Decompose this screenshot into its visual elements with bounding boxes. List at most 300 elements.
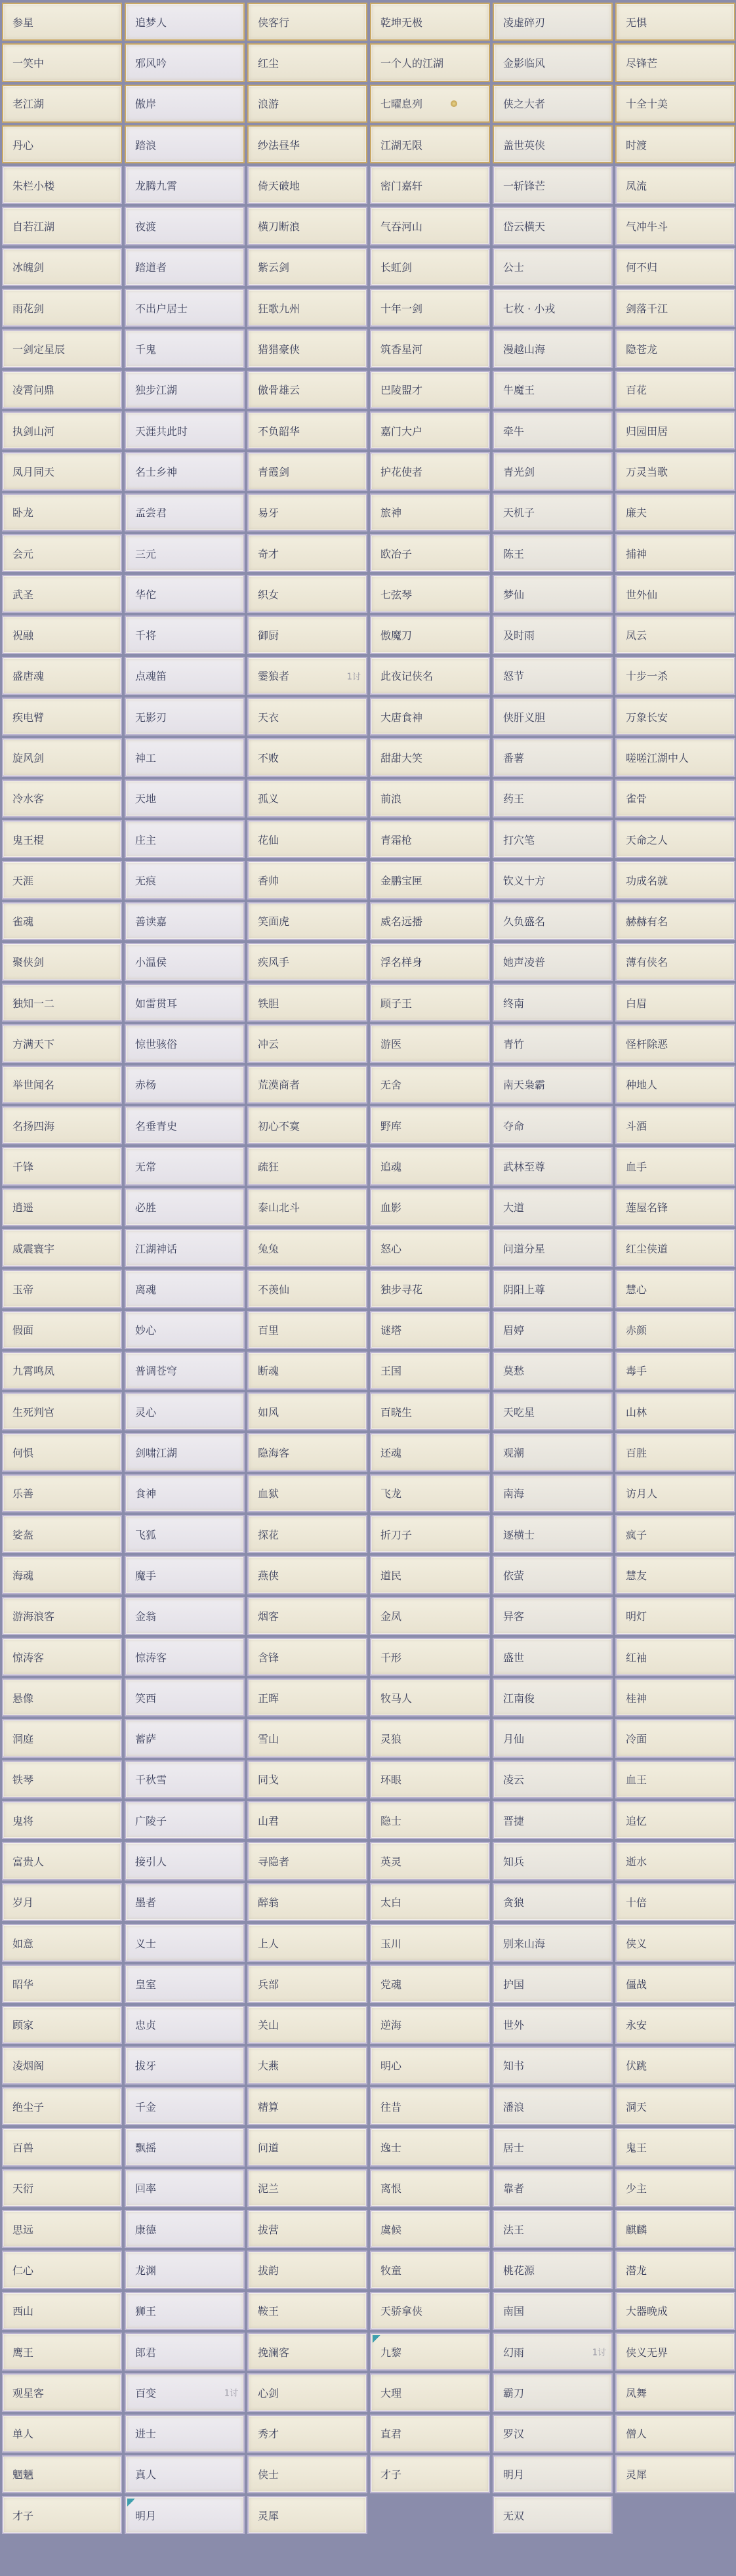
title-cell[interactable] — [493, 902, 613, 940]
title-cell[interactable] — [370, 1842, 490, 1880]
title-cell[interactable] — [247, 248, 367, 286]
title-cell[interactable] — [615, 2169, 735, 2207]
title-cell[interactable] — [370, 1474, 490, 1512]
title-cell[interactable] — [2, 1392, 122, 1430]
title-cell[interactable] — [2, 1352, 122, 1390]
title-cell[interactable] — [247, 1433, 367, 1471]
title-cell[interactable] — [493, 820, 613, 858]
title-cell[interactable] — [370, 820, 490, 858]
title-cell[interactable] — [493, 2333, 613, 2371]
title-cell[interactable] — [493, 1597, 613, 1635]
title-cell[interactable] — [247, 166, 367, 204]
title-cell[interactable] — [2, 329, 122, 367]
title-cell[interactable] — [370, 125, 490, 163]
title-cell[interactable] — [247, 820, 367, 858]
title-cell[interactable] — [493, 3, 613, 41]
title-cell[interactable] — [2, 2169, 122, 2207]
title-cell[interactable] — [2, 2046, 122, 2085]
title-cell[interactable] — [247, 984, 367, 1022]
title-cell[interactable] — [125, 615, 245, 654]
title-cell[interactable] — [493, 2251, 613, 2289]
title-cell[interactable] — [615, 820, 735, 858]
title-cell[interactable] — [493, 1842, 613, 1880]
title-cell[interactable] — [125, 2006, 245, 2044]
title-cell[interactable] — [125, 2415, 245, 2453]
title-cell[interactable] — [125, 2210, 245, 2248]
title-cell[interactable] — [247, 615, 367, 654]
title-cell[interactable] — [370, 289, 490, 327]
title-cell[interactable] — [370, 738, 490, 776]
title-cell[interactable] — [493, 2087, 613, 2125]
title-cell[interactable] — [615, 615, 735, 654]
title-cell[interactable] — [125, 1474, 245, 1512]
title-cell[interactable] — [2, 493, 122, 531]
title-cell[interactable] — [2, 534, 122, 572]
title-cell[interactable] — [493, 289, 613, 327]
title-cell[interactable] — [370, 1270, 490, 1308]
title-cell[interactable] — [125, 2251, 245, 2289]
title-cell[interactable] — [615, 43, 735, 81]
title-cell[interactable] — [2, 1433, 122, 1471]
title-cell[interactable] — [615, 2373, 735, 2411]
title-cell[interactable] — [125, 2373, 245, 2411]
title-cell[interactable] — [125, 1106, 245, 1144]
title-cell[interactable] — [247, 2169, 367, 2207]
title-cell[interactable] — [2, 43, 122, 81]
title-cell[interactable] — [125, 1556, 245, 1594]
title-cell[interactable] — [370, 1229, 490, 1267]
title-cell[interactable] — [615, 329, 735, 367]
title-cell[interactable] — [2, 2128, 122, 2166]
title-cell[interactable] — [615, 657, 735, 695]
title-cell[interactable] — [370, 2373, 490, 2411]
title-cell[interactable] — [493, 85, 613, 123]
title-cell[interactable] — [493, 371, 613, 409]
title-cell[interactable] — [247, 1024, 367, 1062]
title-cell[interactable] — [2, 1270, 122, 1308]
title-cell[interactable] — [370, 1066, 490, 1104]
title-cell[interactable] — [2, 1842, 122, 1880]
title-cell[interactable] — [493, 2292, 613, 2330]
title-cell[interactable] — [615, 1842, 735, 1880]
title-cell[interactable] — [493, 1147, 613, 1185]
title-cell[interactable] — [247, 452, 367, 490]
title-cell[interactable] — [125, 2169, 245, 2207]
title-cell[interactable] — [125, 329, 245, 367]
title-cell[interactable] — [2, 1760, 122, 1798]
title-cell[interactable] — [370, 984, 490, 1022]
title-cell[interactable] — [370, 3, 490, 41]
title-cell[interactable] — [615, 1106, 735, 1144]
title-cell[interactable] — [370, 248, 490, 286]
title-cell[interactable] — [247, 943, 367, 981]
title-cell[interactable] — [615, 1474, 735, 1512]
title-cell[interactable] — [615, 125, 735, 163]
title-cell[interactable] — [125, 575, 245, 613]
title-cell[interactable] — [247, 861, 367, 899]
title-cell[interactable] — [125, 43, 245, 81]
title-cell[interactable] — [615, 2210, 735, 2248]
title-cell[interactable] — [125, 738, 245, 776]
title-cell[interactable] — [125, 902, 245, 940]
title-cell[interactable] — [247, 1801, 367, 1839]
title-cell[interactable] — [2, 85, 122, 123]
title-cell[interactable] — [493, 2210, 613, 2248]
title-cell[interactable] — [370, 1638, 490, 1676]
title-cell[interactable] — [125, 697, 245, 736]
title-cell[interactable] — [247, 1188, 367, 1226]
title-cell[interactable] — [2, 820, 122, 858]
title-cell[interactable] — [2, 1964, 122, 2003]
title-cell[interactable] — [125, 1311, 245, 1349]
title-cell[interactable] — [247, 1556, 367, 1594]
title-cell[interactable] — [615, 1066, 735, 1104]
title-cell[interactable] — [493, 1066, 613, 1104]
title-cell[interactable] — [247, 2455, 367, 2493]
title-cell[interactable] — [2, 1678, 122, 1716]
title-cell[interactable] — [2, 371, 122, 409]
title-cell[interactable] — [247, 1678, 367, 1716]
title-cell[interactable] — [2, 1719, 122, 1757]
title-cell[interactable] — [370, 85, 490, 123]
title-cell[interactable] — [2, 1515, 122, 1553]
title-cell[interactable] — [370, 1883, 490, 1921]
title-cell[interactable] — [125, 1719, 245, 1757]
title-cell[interactable] — [2, 1188, 122, 1226]
title-cell[interactable] — [125, 1147, 245, 1185]
title-cell[interactable] — [247, 697, 367, 736]
title-cell[interactable] — [125, 85, 245, 123]
title-cell[interactable] — [493, 2373, 613, 2411]
title-cell[interactable] — [615, 1760, 735, 1798]
title-cell[interactable] — [493, 943, 613, 981]
title-cell[interactable] — [247, 2415, 367, 2453]
title-cell[interactable] — [370, 43, 490, 81]
title-cell[interactable] — [615, 943, 735, 981]
title-cell[interactable] — [125, 534, 245, 572]
title-cell[interactable] — [493, 1352, 613, 1390]
title-cell[interactable] — [493, 329, 613, 367]
title-cell[interactable] — [247, 1597, 367, 1635]
title-cell[interactable] — [615, 2046, 735, 2085]
title-cell[interactable] — [125, 207, 245, 245]
title-cell[interactable] — [493, 1024, 613, 1062]
title-cell[interactable] — [493, 615, 613, 654]
title-cell[interactable] — [615, 411, 735, 449]
title-cell[interactable] — [493, 984, 613, 1022]
title-cell[interactable] — [370, 2046, 490, 2085]
title-cell[interactable] — [125, 1883, 245, 1921]
title-cell[interactable] — [2, 1924, 122, 1962]
title-cell[interactable] — [493, 1106, 613, 1144]
title-cell[interactable] — [615, 1515, 735, 1553]
title-cell[interactable] — [370, 2087, 490, 2125]
title-cell[interactable] — [493, 125, 613, 163]
title-cell[interactable] — [125, 1433, 245, 1471]
title-cell[interactable] — [247, 1964, 367, 2003]
title-cell[interactable] — [247, 902, 367, 940]
title-cell[interactable] — [247, 289, 367, 327]
title-cell[interactable] — [125, 1760, 245, 1798]
title-cell[interactable] — [493, 1924, 613, 1962]
title-cell[interactable] — [125, 1515, 245, 1553]
title-cell[interactable] — [615, 85, 735, 123]
title-cell[interactable] — [2, 452, 122, 490]
title-cell[interactable] — [370, 329, 490, 367]
title-cell[interactable] — [493, 1801, 613, 1839]
title-cell[interactable] — [247, 207, 367, 245]
title-cell[interactable] — [247, 1760, 367, 1798]
title-cell[interactable] — [615, 1883, 735, 1921]
title-cell[interactable] — [2, 2087, 122, 2125]
title-cell[interactable] — [247, 1515, 367, 1553]
title-cell[interactable] — [125, 1188, 245, 1226]
title-cell[interactable] — [370, 534, 490, 572]
title-cell[interactable] — [125, 1801, 245, 1839]
title-cell[interactable] — [493, 452, 613, 490]
title-cell[interactable] — [125, 3, 245, 41]
title-cell[interactable] — [247, 1311, 367, 1349]
title-cell[interactable] — [615, 1352, 735, 1390]
title-cell[interactable] — [370, 2292, 490, 2330]
title-cell[interactable] — [247, 657, 367, 695]
title-cell[interactable] — [125, 371, 245, 409]
title-cell[interactable] — [615, 1638, 735, 1676]
title-cell[interactable] — [247, 1106, 367, 1144]
title-cell[interactable] — [615, 902, 735, 940]
title-cell[interactable] — [615, 248, 735, 286]
title-cell[interactable] — [493, 1392, 613, 1430]
title-cell[interactable] — [247, 2046, 367, 2085]
title-cell[interactable] — [370, 902, 490, 940]
title-cell[interactable] — [2, 1883, 122, 1921]
title-cell[interactable] — [125, 289, 245, 327]
title-cell[interactable] — [2, 2333, 122, 2371]
title-cell[interactable] — [2, 166, 122, 204]
title-cell[interactable] — [2, 2251, 122, 2289]
title-cell[interactable] — [370, 1760, 490, 1798]
title-cell[interactable] — [370, 2128, 490, 2166]
title-cell[interactable] — [247, 534, 367, 572]
title-cell[interactable] — [615, 2006, 735, 2044]
title-cell[interactable] — [247, 1147, 367, 1185]
title-cell[interactable] — [2, 1474, 122, 1512]
title-cell[interactable] — [370, 1433, 490, 1471]
title-cell[interactable] — [370, 2333, 490, 2371]
title-cell[interactable] — [493, 861, 613, 899]
title-cell[interactable] — [370, 575, 490, 613]
title-cell[interactable] — [615, 534, 735, 572]
title-cell[interactable] — [370, 493, 490, 531]
title-cell[interactable] — [370, 1188, 490, 1226]
title-cell[interactable] — [615, 2128, 735, 2166]
title-cell[interactable] — [493, 1760, 613, 1798]
title-cell[interactable] — [2, 657, 122, 695]
title-cell[interactable] — [493, 779, 613, 818]
title-cell[interactable] — [247, 1392, 367, 1430]
title-cell[interactable] — [370, 166, 490, 204]
title-cell[interactable] — [493, 2415, 613, 2453]
title-cell[interactable] — [370, 943, 490, 981]
title-cell[interactable] — [615, 779, 735, 818]
title-cell[interactable] — [125, 1066, 245, 1104]
title-cell[interactable] — [247, 329, 367, 367]
title-cell[interactable] — [247, 125, 367, 163]
title-cell[interactable] — [247, 1842, 367, 1880]
title-cell[interactable] — [125, 1229, 245, 1267]
title-cell[interactable] — [493, 2046, 613, 2085]
title-cell[interactable] — [370, 1352, 490, 1390]
title-cell[interactable] — [247, 1924, 367, 1962]
title-cell[interactable] — [615, 861, 735, 899]
title-cell[interactable] — [2, 1556, 122, 1594]
title-cell[interactable] — [493, 2169, 613, 2207]
title-cell[interactable] — [615, 1678, 735, 1716]
title-cell[interactable] — [370, 2455, 490, 2493]
title-cell[interactable] — [615, 1024, 735, 1062]
title-cell[interactable] — [615, 1719, 735, 1757]
title-cell[interactable] — [247, 43, 367, 81]
title-cell[interactable] — [370, 207, 490, 245]
title-cell[interactable] — [615, 289, 735, 327]
title-cell[interactable] — [2, 2210, 122, 2248]
title-cell[interactable] — [125, 2128, 245, 2166]
title-cell[interactable] — [370, 1392, 490, 1430]
title-cell[interactable] — [615, 1147, 735, 1185]
title-cell[interactable] — [615, 1392, 735, 1430]
title-cell[interactable] — [615, 207, 735, 245]
title-cell[interactable] — [493, 207, 613, 245]
title-cell[interactable] — [2, 1066, 122, 1104]
title-cell[interactable] — [247, 1474, 367, 1512]
title-cell[interactable] — [247, 2373, 367, 2411]
title-cell[interactable] — [247, 2087, 367, 2125]
title-cell[interactable] — [2, 1638, 122, 1676]
title-cell[interactable] — [2, 1801, 122, 1839]
title-cell[interactable] — [493, 2455, 613, 2493]
title-cell[interactable] — [370, 1311, 490, 1349]
title-cell[interactable] — [125, 657, 245, 695]
title-cell[interactable] — [2, 3, 122, 41]
title-cell[interactable] — [493, 738, 613, 776]
title-cell[interactable] — [615, 2292, 735, 2330]
title-cell[interactable] — [125, 1270, 245, 1308]
title-cell[interactable] — [247, 493, 367, 531]
title-cell[interactable] — [615, 2251, 735, 2289]
title-cell[interactable] — [493, 657, 613, 695]
title-cell[interactable] — [125, 1392, 245, 1430]
title-cell[interactable] — [615, 738, 735, 776]
title-cell[interactable] — [2, 1597, 122, 1635]
title-cell[interactable] — [125, 984, 245, 1022]
title-cell[interactable] — [247, 2128, 367, 2166]
title-cell[interactable] — [615, 1556, 735, 1594]
title-cell[interactable] — [493, 1270, 613, 1308]
title-cell[interactable] — [615, 2333, 735, 2371]
title-cell[interactable] — [493, 1883, 613, 1921]
title-cell[interactable] — [615, 1270, 735, 1308]
title-cell[interactable] — [370, 2006, 490, 2044]
title-cell[interactable] — [615, 2455, 735, 2493]
title-cell[interactable] — [615, 166, 735, 204]
title-cell[interactable] — [2, 984, 122, 1022]
title-cell[interactable] — [125, 1597, 245, 1635]
title-cell[interactable] — [247, 2496, 367, 2534]
title-cell[interactable] — [493, 1638, 613, 1676]
title-cell[interactable] — [615, 493, 735, 531]
title-cell[interactable] — [615, 1597, 735, 1635]
title-cell[interactable] — [247, 3, 367, 41]
title-cell[interactable] — [247, 2333, 367, 2371]
title-cell[interactable] — [370, 1106, 490, 1144]
title-cell[interactable] — [370, 1719, 490, 1757]
title-cell[interactable] — [125, 2333, 245, 2371]
title-cell[interactable] — [247, 1066, 367, 1104]
title-cell[interactable] — [2, 1106, 122, 1144]
title-cell[interactable] — [615, 371, 735, 409]
title-cell[interactable] — [615, 1801, 735, 1839]
title-cell[interactable] — [247, 1229, 367, 1267]
title-cell[interactable] — [125, 943, 245, 981]
title-cell[interactable] — [615, 1964, 735, 2003]
title-cell[interactable] — [125, 125, 245, 163]
title-cell[interactable] — [2, 1311, 122, 1349]
title-cell[interactable] — [615, 1229, 735, 1267]
title-cell[interactable] — [2, 2455, 122, 2493]
title-cell[interactable] — [125, 779, 245, 818]
title-cell[interactable] — [2, 575, 122, 613]
title-cell[interactable] — [125, 248, 245, 286]
title-cell[interactable] — [125, 1678, 245, 1716]
title-cell[interactable] — [2, 697, 122, 736]
title-cell[interactable] — [247, 1638, 367, 1676]
title-cell[interactable] — [125, 1638, 245, 1676]
title-cell[interactable] — [493, 1964, 613, 2003]
title-cell[interactable] — [2, 2373, 122, 2411]
title-cell[interactable] — [493, 1188, 613, 1226]
title-cell[interactable] — [370, 2251, 490, 2289]
title-cell[interactable] — [247, 1883, 367, 1921]
title-cell[interactable] — [615, 2415, 735, 2453]
title-cell[interactable] — [493, 2006, 613, 2044]
title-cell[interactable] — [370, 1597, 490, 1635]
title-cell[interactable] — [370, 411, 490, 449]
title-cell[interactable] — [125, 1924, 245, 1962]
title-cell[interactable] — [493, 534, 613, 572]
title-cell[interactable] — [125, 2046, 245, 2085]
title-cell[interactable] — [493, 2496, 613, 2534]
title-cell[interactable] — [493, 1719, 613, 1757]
title-cell[interactable] — [247, 85, 367, 123]
title-cell[interactable] — [125, 166, 245, 204]
title-cell[interactable] — [615, 1311, 735, 1349]
title-cell[interactable] — [2, 207, 122, 245]
title-cell[interactable] — [2, 289, 122, 327]
title-cell[interactable] — [615, 1924, 735, 1962]
title-cell[interactable] — [493, 1433, 613, 1471]
title-cell[interactable] — [615, 2087, 735, 2125]
title-cell[interactable] — [125, 452, 245, 490]
title-cell[interactable] — [615, 984, 735, 1022]
title-cell[interactable] — [493, 1678, 613, 1716]
title-cell[interactable] — [247, 2251, 367, 2289]
title-cell[interactable] — [493, 493, 613, 531]
title-cell[interactable] — [2, 248, 122, 286]
title-cell[interactable] — [615, 452, 735, 490]
title-cell[interactable] — [493, 248, 613, 286]
title-cell[interactable] — [370, 1515, 490, 1553]
title-cell[interactable] — [370, 2415, 490, 2453]
